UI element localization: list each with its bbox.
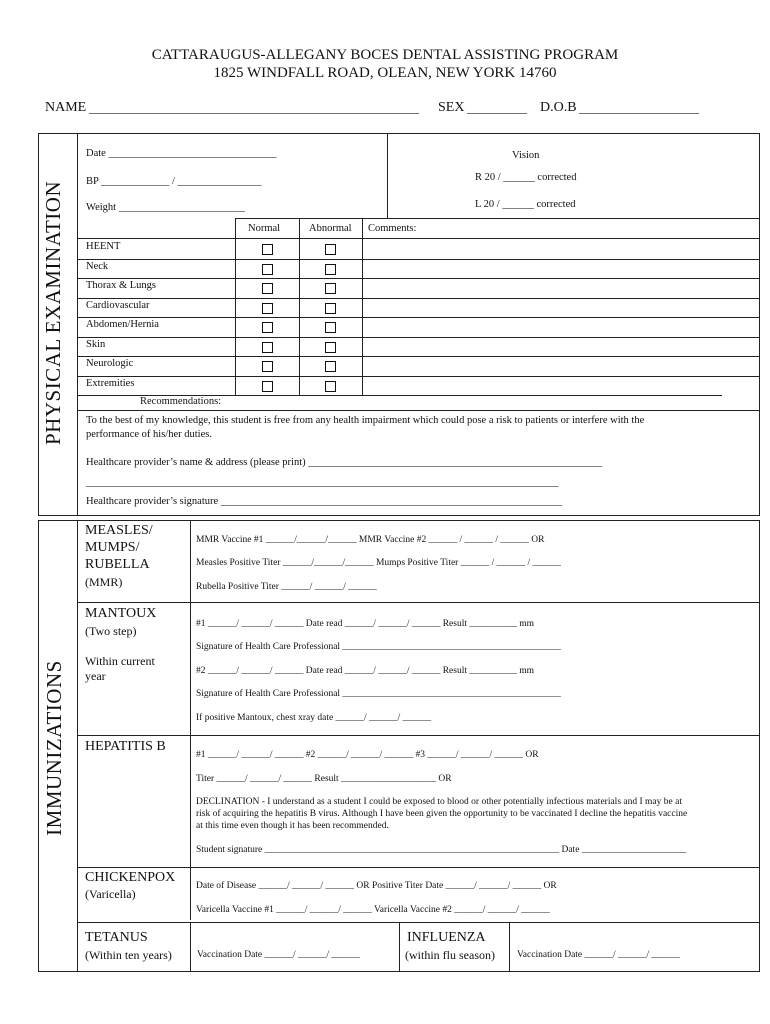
comment-field[interactable]: [363, 337, 760, 357]
abnormal-checkbox[interactable]: [325, 381, 336, 392]
col-abnormal-header: Abnormal: [309, 223, 352, 234]
tetanus-date-field[interactable]: Vaccination Date ______/ ______/ ______: [197, 950, 361, 960]
vision-right-field[interactable]: R 20 / ______ corrected: [475, 172, 577, 183]
col-comments-header: Comments:: [368, 223, 417, 234]
mmr-name-1: MEASLES/: [85, 523, 153, 538]
abnormal-checkbox[interactable]: [325, 342, 336, 353]
exam-row-label: Skin: [86, 338, 106, 350]
comment-field[interactable]: [363, 239, 760, 259]
mmr-name-3: RUBELLA: [85, 557, 150, 572]
provider-signature-field[interactable]: Healthcare provider’s signature _________________________________________________________________: [86, 496, 563, 507]
tetanus-sub: (Within ten years): [85, 948, 172, 962]
hepb-declination-2: risk of acquiring the hepatitis B virus. Although I have been given the opportunity to be vaccinated I decline the hepatitis vaccine: [196, 809, 688, 819]
chickenpox-disease-field[interactable]: Date of Disease ______/ ______/ ______ OR Positive Titer Date ______/ ______/ ______ OR: [196, 881, 557, 891]
influenza-name: INFLUENZA: [407, 930, 486, 945]
comment-field[interactable]: [363, 259, 760, 279]
student-signature-field[interactable]: Student signature ______________________________________________________________ Date ______________________: [196, 845, 687, 855]
col-normal-header: Normal: [248, 223, 281, 234]
statement-line2: performance of his/her duties.: [86, 429, 212, 440]
chickenpox-name: CHICKENPOX: [85, 870, 176, 885]
varicella-vaccine-field[interactable]: Varicella Vaccine #1 ______/ ______/ ______ Varicella Vaccine #2 ______/ ______/ ______: [196, 905, 550, 915]
normal-checkbox[interactable]: [262, 244, 273, 255]
abnormal-checkbox[interactable]: [325, 244, 336, 255]
mantoux-sub: (Two step): [85, 624, 137, 638]
mmr-name-2: MUMPS/: [85, 540, 140, 555]
hepb-declination-1: DECLINATION - I understand as a student I could be exposed to blood or other potentially infectious materials and I may be at: [196, 797, 682, 807]
normal-checkbox[interactable]: [262, 342, 273, 353]
comment-field[interactable]: [363, 376, 760, 396]
hepb-titer-field[interactable]: Titer ______/ ______/ ______ Result ____________________ OR: [196, 774, 452, 784]
date-field[interactable]: Date ________________________________: [86, 148, 277, 159]
abnormal-checkbox[interactable]: [325, 264, 336, 275]
exam-row-label: Abdomen/Hernia: [86, 319, 159, 330]
hepb-declination-3: at this time even though it has been recommended.: [196, 821, 389, 831]
influenza-sub: (within flu season): [405, 948, 495, 962]
comment-field[interactable]: [363, 317, 760, 337]
hepb-name: HEPATITIS B: [85, 739, 166, 754]
exam-row-label: Neck: [86, 260, 109, 272]
normal-checkbox[interactable]: [262, 361, 273, 372]
hepb-doses-field[interactable]: #1 ______/ ______/ ______ #2 ______/ ______/ ______ #3 ______/ ______/ ______ OR: [196, 750, 539, 760]
comment-field[interactable]: [363, 356, 760, 376]
normal-checkbox[interactable]: [262, 283, 273, 294]
mantoux-2-field[interactable]: #2 ______/ ______/ ______ Date read ______/ ______/ ______ Result __________ mm: [196, 666, 535, 676]
abnormal-checkbox[interactable]: [325, 283, 336, 294]
comment-field[interactable]: [363, 278, 760, 298]
mmr-vaccine-field[interactable]: MMR Vaccine #1 ______/______/______ MMR Vaccine #2 ______ / ______ / ______ OR: [196, 535, 545, 545]
provider-address-field[interactable]: __________________________________________________________________________________________: [86, 477, 559, 488]
normal-checkbox[interactable]: [262, 322, 273, 333]
form-title-line1: CATTARAUGUS-ALLEGANY BOCES DENTAL ASSISTING PROGRAM: [151, 47, 619, 63]
mantoux-note-1: Within current: [85, 654, 155, 668]
recommendations-label: Recommendations:: [140, 396, 222, 407]
dob-label: D.O.B: [540, 100, 577, 115]
exam-row-label: Neurologic: [86, 358, 134, 369]
normal-checkbox[interactable]: [262, 264, 273, 275]
chickenpox-sub: (Varicella): [85, 887, 136, 901]
exam-row-label: HEENT: [86, 241, 121, 252]
name-label: NAME: [45, 100, 87, 115]
sex-label: SEX: [438, 100, 465, 115]
mantoux-2-signature-field[interactable]: Signature of Health Care Professional ______________________________________________: [196, 689, 561, 699]
exam-row-label: Cardiovascular: [86, 299, 150, 311]
immunizations-title: IMMUNIZATIONS: [42, 660, 66, 836]
dob-field[interactable]: ____________________: [579, 101, 699, 115]
provider-name-field[interactable]: Healthcare provider’s name & address (please print) ________________________________________________________: [86, 457, 603, 468]
mantoux-1-field[interactable]: #1 ______/ ______/ ______ Date read ______/ ______/ ______ Result __________ mm: [196, 619, 535, 629]
exam-row-label: Thorax & Lungs: [86, 280, 156, 291]
bp-field[interactable]: BP _____________ / ________________: [86, 176, 262, 187]
mmr-sub: (MMR): [85, 575, 123, 589]
influenza-date-field[interactable]: Vaccination Date ______/ ______/ ______: [517, 950, 681, 960]
normal-checkbox[interactable]: [262, 303, 273, 314]
weight-field[interactable]: Weight ________________________: [86, 202, 245, 213]
mmr-titer-field[interactable]: Measles Positive Titer ______/______/______ Mumps Positive Titer ______ / ______ / ______: [196, 558, 561, 568]
vision-left-field[interactable]: L 20 / ______ corrected: [475, 199, 576, 210]
physical-exam-title: PHYSICAL EXAMINATION: [41, 180, 65, 445]
vision-title: Vision: [512, 150, 540, 161]
form-title-line2: 1825 WINDFALL ROAD, OLEAN, NEW YORK 14760: [213, 65, 557, 81]
abnormal-checkbox[interactable]: [325, 303, 336, 314]
chest-xray-field[interactable]: If positive Mantoux, chest xray date ______/ ______/ ______: [196, 713, 432, 723]
abnormal-checkbox[interactable]: [325, 322, 336, 333]
mantoux-1-signature-field[interactable]: Signature of Health Care Professional ______________________________________________: [196, 642, 561, 652]
sex-field[interactable]: __________: [467, 101, 527, 115]
normal-checkbox[interactable]: [262, 381, 273, 392]
statement-line1: To the best of my knowledge, this student is free from any health impairment which could pose a risk to patients or interfere with the: [86, 415, 645, 426]
tetanus-name: TETANUS: [85, 930, 148, 945]
comment-field[interactable]: [363, 298, 760, 318]
name-field[interactable]: _______________________________________________________: [89, 101, 419, 115]
rubella-titer-field[interactable]: Rubella Positive Titer ______/ ______/ ______: [196, 582, 377, 592]
exam-row-label: Extremities: [86, 377, 135, 389]
mantoux-name: MANTOUX: [85, 606, 157, 621]
mantoux-note-2: year: [85, 669, 106, 683]
abnormal-checkbox[interactable]: [325, 361, 336, 372]
